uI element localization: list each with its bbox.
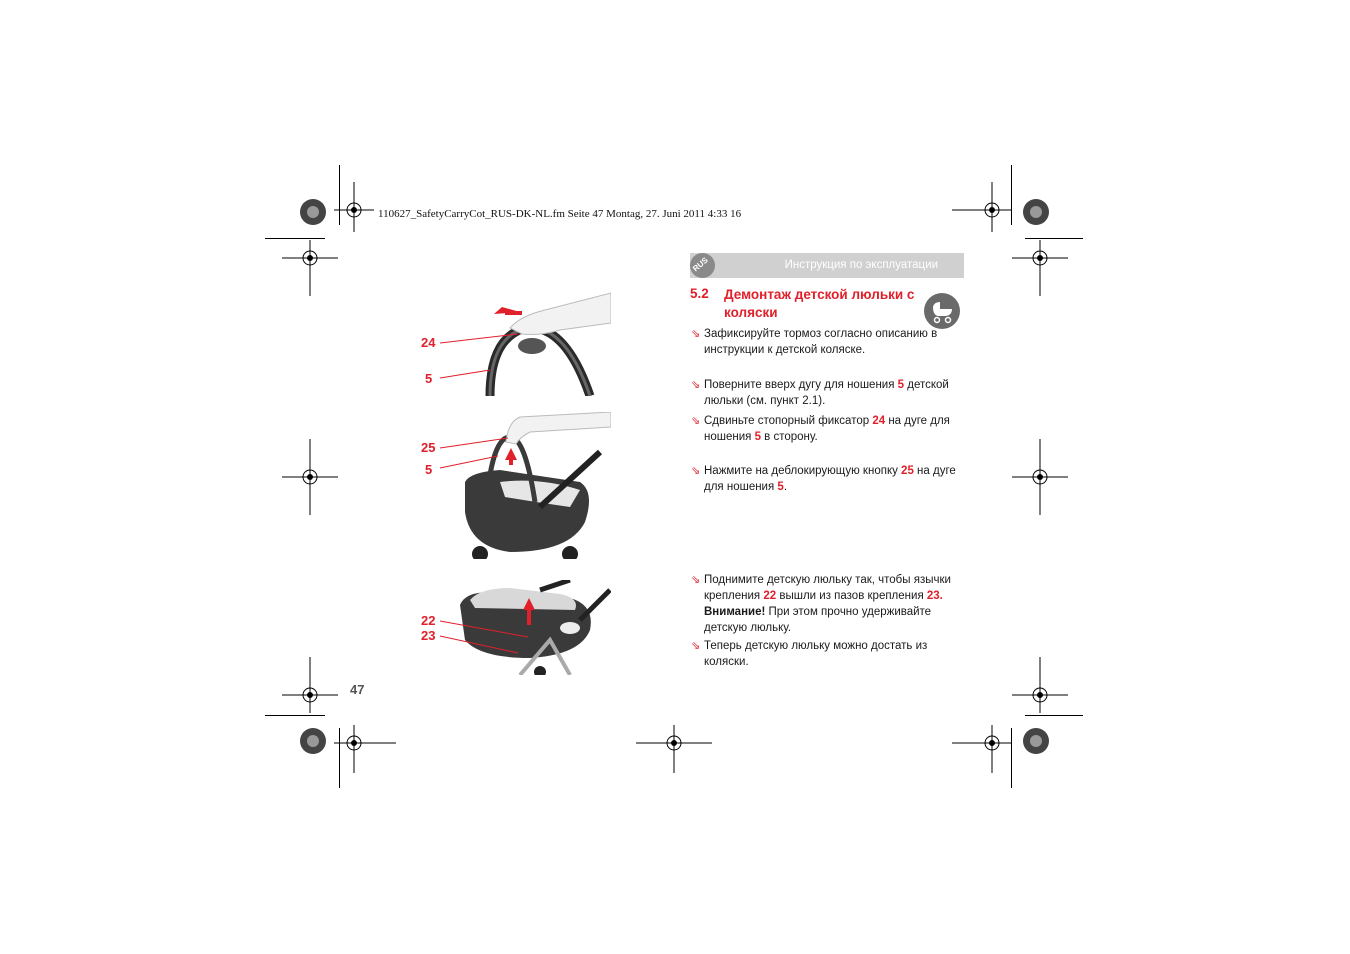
language-badge-label: RUS <box>691 255 710 274</box>
step-text-part: Поверните вверх дугу для ношения <box>704 379 898 391</box>
step-2 <box>691 377 964 409</box>
registration-target-icon <box>282 439 338 515</box>
step-text: Теперь детскую люльку можно достать из коляски. <box>704 640 928 668</box>
star-target-icon <box>1023 199 1049 225</box>
registration-target-icon <box>282 240 338 296</box>
registration-target-icon <box>1012 439 1068 515</box>
header-bar <box>690 253 964 278</box>
step-text <box>704 413 964 445</box>
step-4 <box>691 463 964 495</box>
callout-label: 5 <box>425 371 433 386</box>
step-text <box>704 463 964 495</box>
header-title: Инструкция по эксплуатации <box>784 259 938 271</box>
step-text <box>704 377 964 409</box>
ref-number: 23. <box>926 590 943 602</box>
callout-label: 22 <box>421 613 436 628</box>
registration-target-icon <box>952 182 1012 232</box>
registration-target-icon <box>1012 240 1068 296</box>
ref-number: 5 <box>754 431 761 443</box>
section-title: Демонтаж детской люльки с коляски <box>724 287 915 320</box>
star-target-icon <box>300 728 326 754</box>
language-badge <box>690 253 715 278</box>
step-1 <box>691 326 964 358</box>
registration-target-icon <box>282 657 338 713</box>
stroller-icon <box>924 293 960 329</box>
callout-label: 25 <box>421 440 436 455</box>
step-text-part: на дуге для ношения <box>704 415 950 443</box>
registration-target-icon <box>636 725 712 773</box>
ref-number: 25 <box>901 465 914 477</box>
step-text-part: в сторону. <box>760 431 818 443</box>
ref-number: 22 <box>763 590 777 602</box>
step-text <box>704 572 964 636</box>
ref-number: 24 <box>872 415 886 427</box>
step-text-part: на дуге для ношения <box>704 465 956 493</box>
leader-lines <box>438 615 538 660</box>
arrow-icon: ⇘ <box>691 328 701 340</box>
leader-lines <box>438 430 518 475</box>
registration-target-icon <box>334 725 396 773</box>
file-info: 110627_SafetyCarryCot_RUS-DK-NL.fm Seite 47 Montag, 27. Juni 2011 4:33 16 <box>378 208 742 220</box>
arrow-icon: ⇘ <box>691 415 701 427</box>
page-number: 47 <box>350 682 365 697</box>
leader-lines <box>438 330 528 385</box>
registration-target-icon <box>334 182 374 232</box>
step-text-part: вышли из пазов крепления <box>776 590 927 602</box>
warning-label: Внимание! <box>704 606 766 618</box>
step-text-part: . <box>783 481 788 493</box>
arrow-icon: ⇘ <box>691 465 701 477</box>
ref-number: 5 <box>777 481 784 493</box>
registration-target-icon <box>1012 657 1068 713</box>
step-text-part: Нажмите на деблокирующую кнопку <box>704 465 902 477</box>
arrow-icon: ⇘ <box>691 640 701 652</box>
arrow-icon: ⇘ <box>691 574 701 586</box>
step-6 <box>691 638 964 670</box>
section-number: 5.2 <box>690 286 709 301</box>
step-text-part: Поднимите детскую люльку так, чтобы язычки крепления <box>704 574 951 602</box>
step-3 <box>691 413 964 445</box>
step-text-part: При этом прочно удерживайте детскую люльку. <box>704 606 932 634</box>
star-target-icon <box>1023 728 1049 754</box>
step-text: Зафиксируйте тормоз согласно описанию в инструкции к детской коляске. <box>704 328 938 356</box>
step-text-part: детской люльки (см. пункт 2.1). <box>704 379 949 407</box>
callout-label: 23 <box>421 628 436 643</box>
ref-number: 5 <box>897 379 905 391</box>
star-target-icon <box>300 199 326 225</box>
arrow-icon: ⇘ <box>691 379 701 391</box>
step-5 <box>691 572 964 636</box>
callout-label: 24 <box>421 335 436 350</box>
registration-target-icon <box>952 725 1012 773</box>
step-text-part: Сдвиньте стопорный фиксатор <box>704 415 873 427</box>
callout-label: 5 <box>425 462 433 477</box>
